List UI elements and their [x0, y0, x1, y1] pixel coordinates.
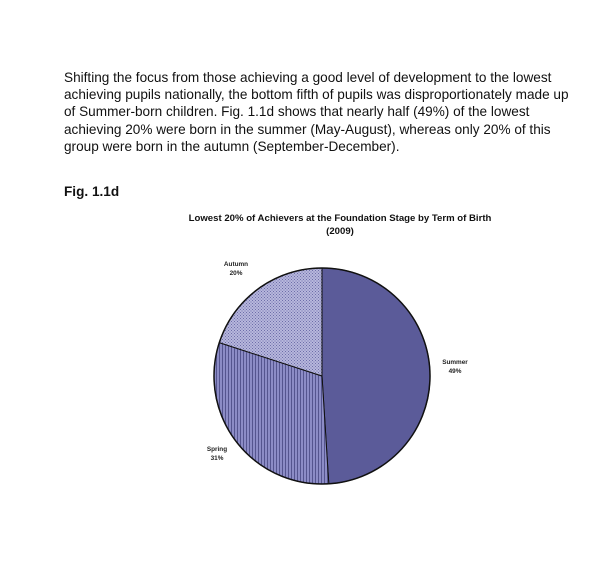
slice-label-autumn: Autumn	[223, 261, 249, 268]
pie-slices	[214, 268, 430, 484]
slice-label-summer: Summer	[442, 359, 468, 366]
chart-subtitle: (2009)	[326, 226, 354, 237]
slice-value-summer: 49%	[448, 368, 462, 375]
slice-label-spring: Spring	[206, 446, 228, 453]
body-paragraph: Shifting the focus from those achieving a good level of development to the lowest achieving pupils nationally, the bottom fifth of pupils was disproportionately made up of Summer-born children. Fig. 1.1d shows that nearly half (49%) of the lowest achieving 20% were born in the summer (May-August), whereas only 20% of this group were born in the autumn (September-December).	[64, 70, 569, 154]
chart-title: Lowest 20% of Achievers at the Foundation Stage by Term of Birth	[188, 213, 492, 224]
slice-value-spring: 31%	[210, 455, 224, 462]
slice-value-autumn: 20%	[229, 270, 243, 277]
pie-slice-summer	[322, 268, 430, 484]
figure-label: Fig. 1.1d	[64, 184, 120, 199]
